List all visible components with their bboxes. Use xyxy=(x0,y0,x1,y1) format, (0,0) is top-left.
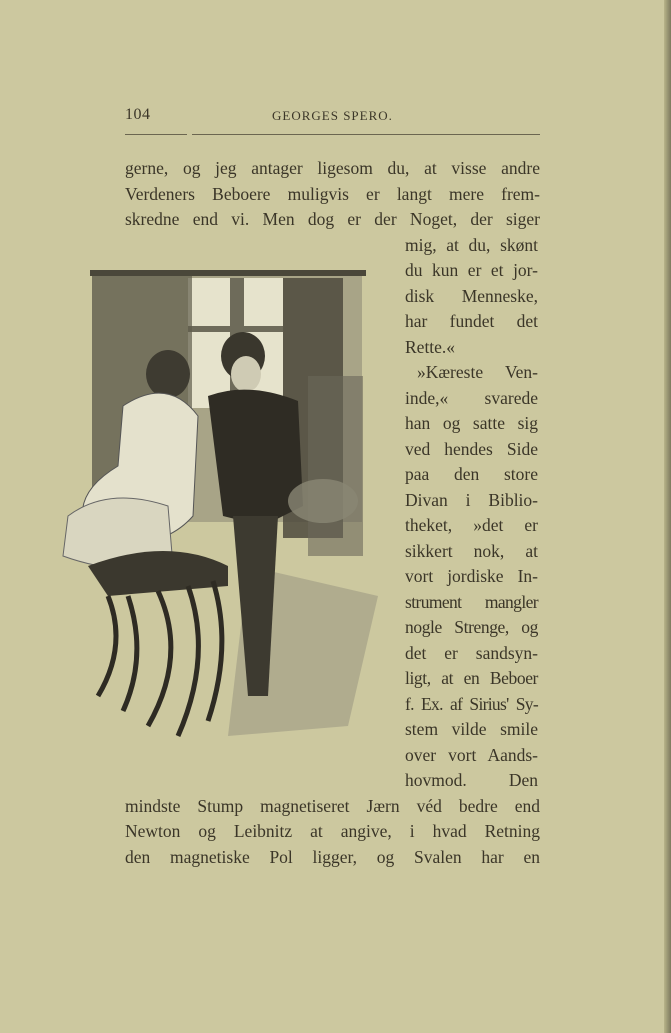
text-line: inde,« svarede xyxy=(405,388,538,408)
header-rule-left xyxy=(125,134,187,135)
text-line: mig, at du, skønt xyxy=(405,235,538,255)
text-line: nogle Strenge, og xyxy=(405,617,538,637)
text-line: paa den store xyxy=(405,464,538,484)
text-line: mindste Stump magnetiseret Jærn véd bedre end xyxy=(125,796,540,816)
text-line: over vort Aands- xyxy=(405,745,538,765)
text-line: sikkert nok, at xyxy=(405,541,538,561)
text-line: Divan i Biblio- xyxy=(405,490,538,510)
text-line: hovmod. Den xyxy=(405,770,538,790)
text-line: Verdeners Beboere muligvis er langt mere frem- xyxy=(125,184,540,204)
text-line: har fundet det xyxy=(405,311,538,331)
text-line: gerne, og jeg antager ligesom du, at visse andre xyxy=(125,158,540,178)
illustration-couple-in-library xyxy=(48,266,383,758)
text-line: strument mangler xyxy=(405,592,538,612)
text-line: ved hendes Side xyxy=(405,439,538,459)
text-line: vort jordiske In- xyxy=(405,566,538,586)
text-line: det er sandsyn- xyxy=(405,643,538,663)
text-line: »Kæreste Ven- xyxy=(417,362,538,382)
text-line: theket, »det er xyxy=(405,515,538,535)
page-number: 104 xyxy=(125,106,151,123)
text-line: Rette.« xyxy=(405,337,456,357)
text-line: ligt, at en Beboer xyxy=(405,668,538,688)
text-line: disk Menneske, xyxy=(405,286,538,306)
text-line: stem vilde smile xyxy=(405,719,538,739)
text-line: f. Ex. af Sirius' Sy- xyxy=(405,694,538,714)
running-title: GEORGES SPERO. xyxy=(272,108,393,123)
page-edge xyxy=(664,0,671,1033)
header-rule-right xyxy=(192,134,540,135)
text-line: han og satte sig xyxy=(405,413,538,433)
text-line: du kun er et jor- xyxy=(405,260,538,280)
text-line: skredne end vi. Men dog er der Noget, der siger xyxy=(125,209,540,229)
text-line: Newton og Leibnitz at angive, i hvad Retning xyxy=(125,821,540,841)
text-line: den magnetiske Pol ligger, og Svalen har en xyxy=(125,847,540,867)
